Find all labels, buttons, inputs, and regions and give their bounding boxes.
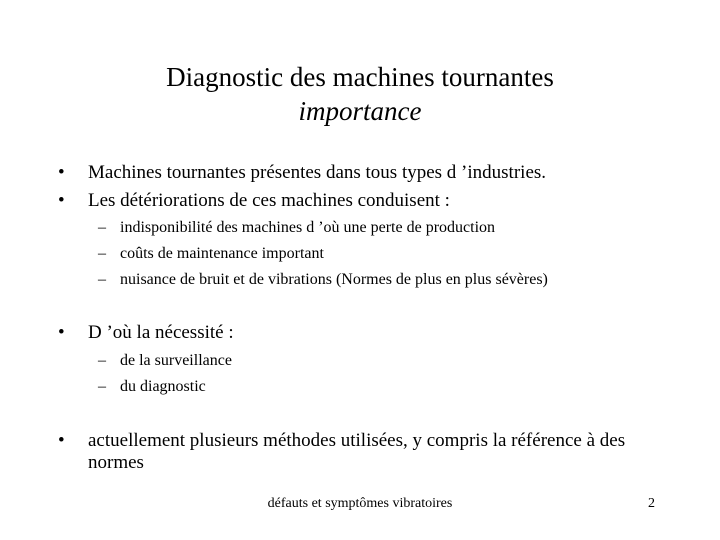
footer-text: défauts et symptômes vibratoires [267, 496, 453, 511]
bullet-text: Les détériorations de ces machines conduisent : [88, 190, 450, 211]
sub-bullet-text: nuisance de bruit et de vibrations (Normes de plus en plus sévères) [120, 271, 548, 288]
bullet-text: actuellement plusieurs méthodes utilisées, y compris la référence à des normes [88, 430, 626, 473]
bullet-text: D ’où la nécessité : [88, 322, 234, 343]
slide-title [0, 60, 720, 128]
dash-marker: – [98, 245, 106, 262]
dash-marker: – [98, 378, 106, 395]
subtitle-text: importance [298, 96, 422, 126]
bullet-dot: • [58, 430, 65, 451]
bullet-dot: • [58, 322, 65, 343]
dash-marker: – [98, 271, 106, 288]
sub-bullet-text: indisponibilité des machines d ’où une perte de production [120, 219, 496, 236]
bullet-text: Machines tournantes présentes dans tous types d ’industries. [88, 162, 547, 183]
sub-bullet-text: du diagnostic [120, 378, 206, 395]
bullet-dot: • [58, 162, 65, 183]
bullet-dot: • [58, 190, 65, 211]
dash-marker: – [98, 352, 106, 369]
sub-bullet-text: coûts de maintenance important [120, 245, 324, 262]
sub-bullet-text: de la surveillance [120, 352, 232, 369]
page-number: 2 [648, 496, 655, 511]
dash-marker: – [98, 219, 106, 236]
title-text: Diagnostic des machines tournantes [166, 62, 554, 92]
